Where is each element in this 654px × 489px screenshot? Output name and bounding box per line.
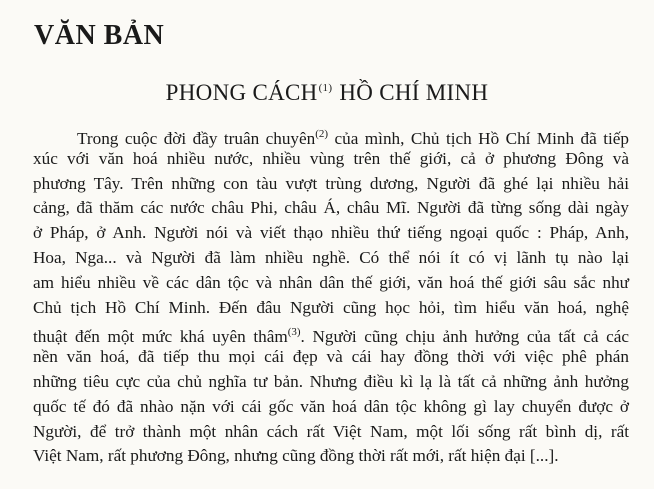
line-text-rest: . Người cũng chịu ảnh hưởng của tất cả các (300, 327, 629, 347)
paragraph-line: cảng, đã thăm các nước châu Phi, châu Á, châu Mĩ. Người đã từng sống dài ngày (33, 198, 629, 218)
paragraph-line: am hiểu nhiều về các dân tộc và nhân dân thế giới, văn hoá thế giới sâu sắc như (33, 272, 629, 292)
document-title (0, 74, 654, 107)
paragraph-line: ở Pháp, ở Anh. Người nói và viết thạo nhiều thứ tiếng ngoại quốc : Pháp, Anh, (33, 223, 629, 243)
line-text: thuật đến một mức khá uyên thâm (33, 327, 288, 347)
paragraph-line: quốc tế đó đã nhào nặn với cái gốc văn hoá dân tộc không gì lay chuyển được ở (33, 396, 629, 416)
paragraph-line (33, 122, 629, 147)
paragraph-line: Chủ tịch Hồ Chí Minh. Đến đâu Người cũng học hỏi, tìm hiểu văn hoá, nghệ (33, 297, 629, 317)
paragraph-line: Việt Nam, rất phương Đông, nhưng cũng đồng thời rất mới, rất hiện đại [...]. (33, 446, 559, 466)
line-text-rest: của mình, Chủ tịch Hồ Chí Minh đã tiếp (328, 129, 629, 148)
paragraph-line: Hoa, Nga... và Người đã làm nhiều nghề. Có thể nói ít có vị lãnh tụ nào lại (33, 247, 629, 267)
paragraph-line: phương Tây. Trên những con tàu vượt trùng dương, Người đã ghé lại nhiều hải (33, 173, 629, 193)
title-name: HỒ CHÍ MINH (339, 80, 489, 105)
paragraph-line: Người, để trở thành một nhân cách rất Việt Nam, một lối sống rất bình dị, rất (33, 421, 629, 441)
body-paragraph (33, 122, 629, 469)
line-text: Trong cuộc đời đầy truân chuyên (77, 129, 316, 148)
paragraph-line: những tiêu cực của chủ nghĩa tư bản. Nhưng điều kì lạ là tất cả những ảnh hưởng (33, 371, 629, 391)
section-label: VĂN BẢN (34, 20, 165, 51)
paragraph-line: nền văn hoá, đã tiếp thu mọi cái đẹp và cái hay đồng thời với việc phê phán (33, 347, 629, 367)
footnote-mark: (3) (287, 326, 301, 339)
footnote-mark: (2) (315, 128, 329, 140)
title-footnote-mark: (1) (318, 82, 333, 94)
title-main: PHONG CÁCH (165, 80, 318, 105)
paragraph-line (33, 320, 629, 345)
paragraph-line: xúc với văn hoá nhiều nước, nhiều vùng trên thế giới, cả ở phương Đông và (33, 148, 629, 168)
